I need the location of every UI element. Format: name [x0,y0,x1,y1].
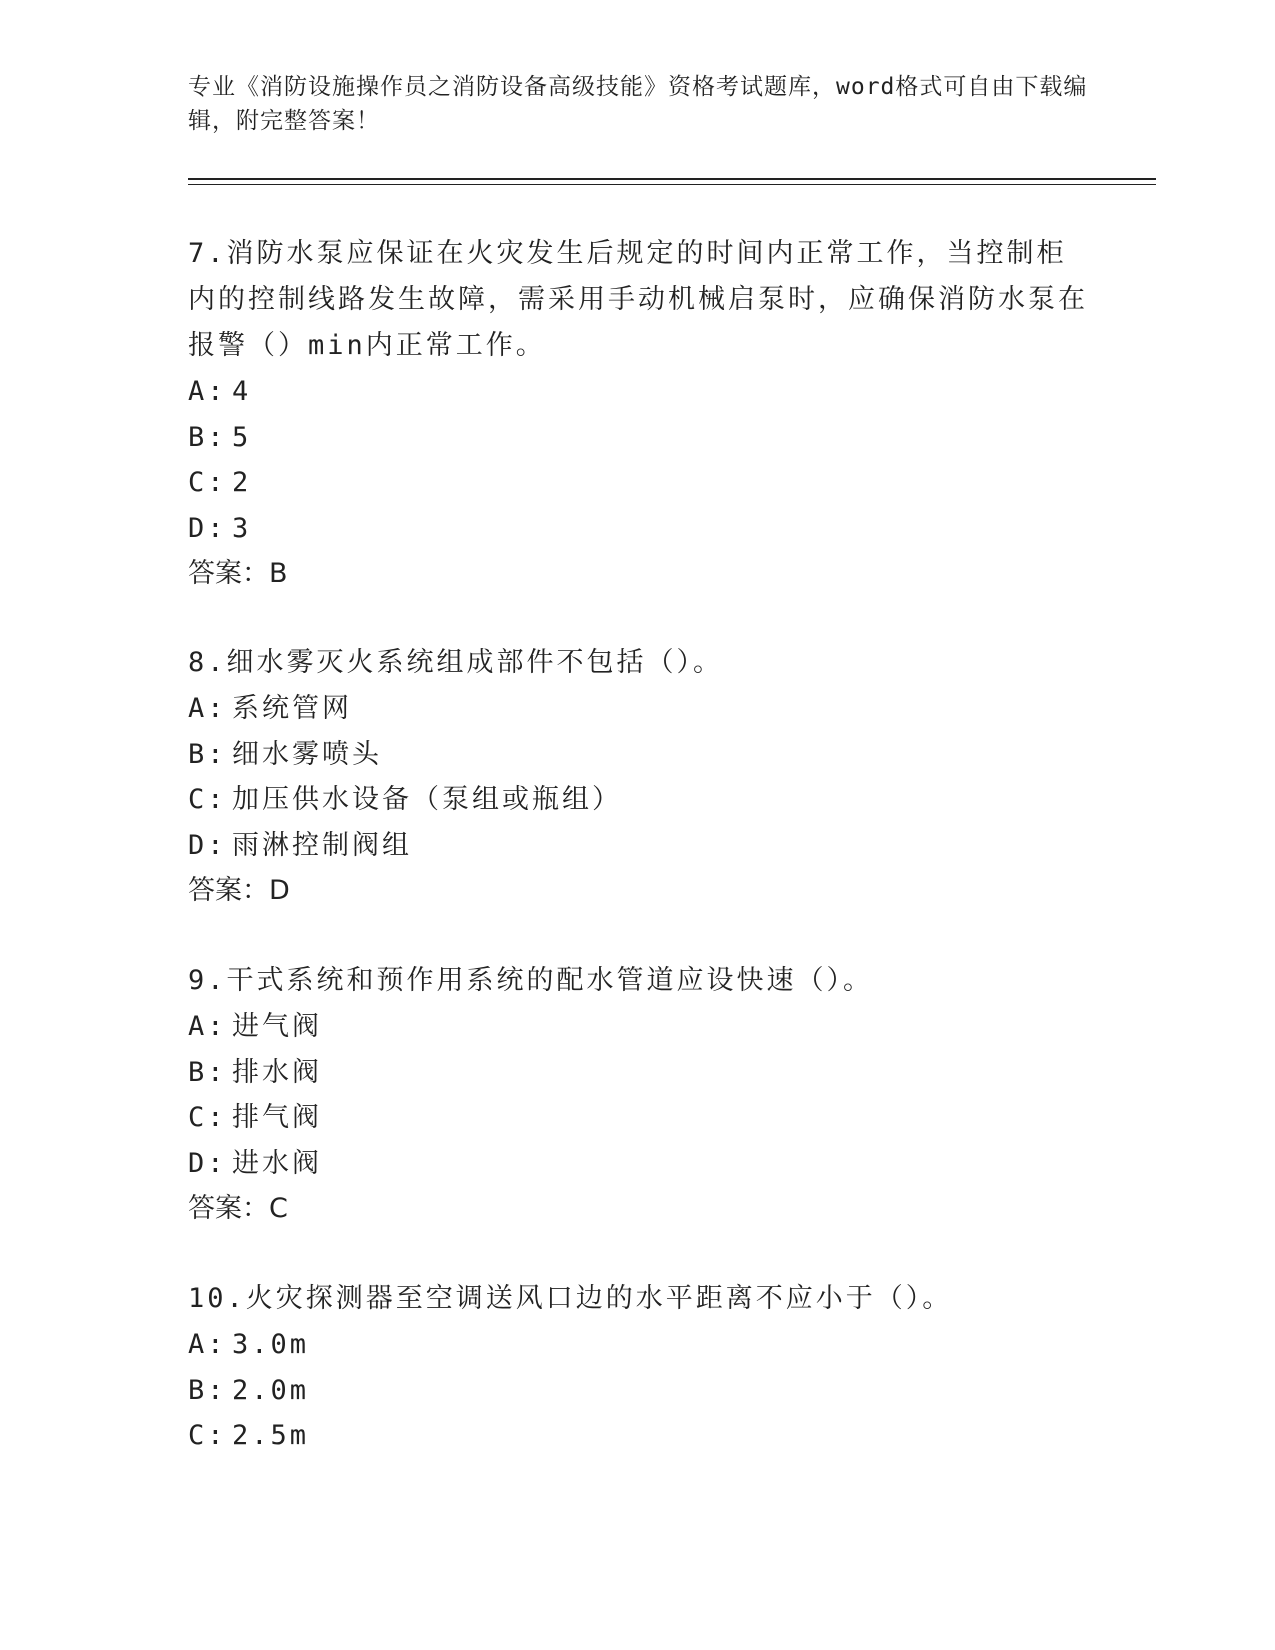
question-stem: 7.消防水泵应保证在火灾发生后规定的时间内正常工作，当控制柜内的控制线路发生故障，需采用手动机械启泵时，应确保消防水泵在报警（）min内正常工作。 [188,238,1088,361]
option-text: 3 [232,512,252,544]
option-text: 4 [232,376,252,407]
answer: 答案：B [188,558,288,589]
question-10 [188,1276,1088,1459]
option-key: C: [188,467,227,498]
question-stem: 10.火灾探测器至空调送风口边的水平距离不应小于（）。 [188,1283,953,1314]
option-c [188,777,1088,823]
option-text: 3.0m [232,1329,310,1360]
option-d [188,506,1088,552]
option-key: B: [188,1374,227,1406]
option-a [188,1322,1088,1368]
option-key: A: [188,1011,227,1042]
option-text: 5 [232,421,252,453]
option-c [188,460,1088,506]
question-8 [188,640,1088,914]
option-key: D: [188,1147,227,1179]
question-9 [188,958,1088,1232]
option-text: 排气阀 [232,1102,322,1133]
option-key: D: [188,829,227,861]
question-stem: 9.干式系统和预作用系统的配水管道应设快速（）。 [188,965,874,996]
option-text: 进气阀 [232,1011,322,1042]
option-key: B: [188,1056,227,1088]
header-rule-thin [188,184,1156,185]
option-b [188,1050,1088,1096]
option-text: 2 [232,467,252,498]
option-key: A: [188,693,227,724]
option-key: C: [188,1420,227,1451]
option-key: B: [188,738,227,770]
option-text: 2.0m [232,1374,310,1406]
option-key: A: [188,1329,227,1360]
option-text: 2.5m [232,1420,310,1451]
option-text: 系统管网 [232,693,352,724]
option-c [188,1095,1088,1141]
document-header: 专业《消防设施操作员之消防设备高级技能》资格考试题库，word格式可自由下载编辑，附完整答案！ [188,74,1088,134]
option-text: 细水雾喷头 [232,738,382,770]
option-c [188,1413,1088,1459]
option-b [188,415,1088,461]
option-text: 雨淋控制阀组 [232,829,412,861]
option-key: A: [188,376,227,407]
question-7 [188,231,1088,597]
option-text: 加压供水设备（泵组或瓶组） [232,784,622,815]
question-stem: 8.细水雾灭火系统组成部件不包括（）。 [188,647,724,678]
option-b [188,1368,1088,1414]
option-key: B: [188,421,227,453]
option-key: C: [188,1102,227,1133]
answer: 答案：D [188,875,290,906]
option-a [188,686,1088,732]
option-a [188,1004,1088,1050]
option-key: D: [188,512,227,544]
option-b [188,732,1088,778]
option-key: C: [188,784,227,815]
option-text: 排水阀 [232,1056,322,1088]
option-d [188,1141,1088,1187]
option-text: 进水阀 [232,1147,322,1179]
option-a [188,369,1088,415]
option-d [188,823,1088,869]
answer: 答案：C [188,1193,288,1224]
header-rule-thick [188,178,1156,180]
